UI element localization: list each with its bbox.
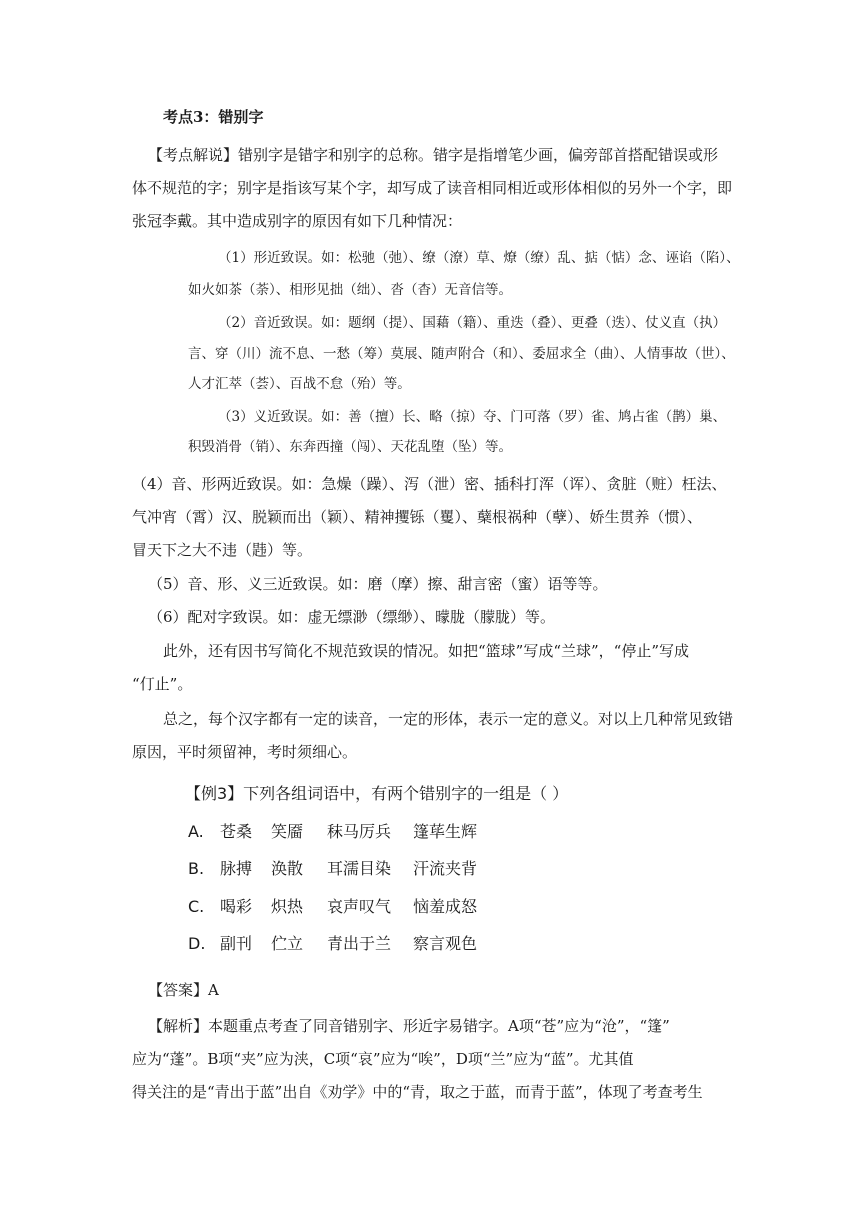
analysis-line-1: 【解析】本题重点考查了同音错别字、形近字易错字。A项“苍”应为“沧”，“篷” [148, 1017, 670, 1035]
option-a [188, 822, 477, 842]
option-word: 笑靥 [271, 822, 304, 841]
option-word: 耳濡目染 [327, 859, 392, 878]
analysis-line-3: 得关注的是“青出于蓝”出自《劝学》中的“青，取之于蓝，而青于蓝”，体现了考查考生 [132, 1083, 703, 1101]
case6-line: （6）配对字致误。如：虚无缥渺（缥缈）、曚胧（朦胧）等。 [148, 608, 556, 626]
analysis-line-2: 应为“蓬”。B项“夹”应为浃，C项“哀”应为“唉”，D项“兰”应为“蓝”。尤其值 [132, 1050, 634, 1068]
explanation-line-3: 张冠李戴。其中造成别字的原因有如下几种情况： [132, 212, 463, 230]
case1-line-1: （1）形近致误。如：松驰（弛）、缭（潦）草、燎（缭）乱、掂（惦）念、诬谄（陷）、 [218, 250, 740, 266]
option-letter: D. [188, 934, 206, 953]
case5-line: （5）音、形、义三近致误。如：磨（摩）擦、甜言密（蜜）语等等。 [148, 575, 608, 593]
option-word: 脉搏 [220, 859, 253, 878]
option-word: 哀声叹气 [327, 897, 392, 916]
section-title: 考点3：错别字 [163, 108, 264, 126]
option-word: 秣马厉兵 [327, 822, 392, 841]
summary-line-2: 原因，平时须留神，考时须细心。 [132, 743, 358, 761]
option-word: 察言观色 [413, 934, 478, 953]
case2-line-3: 人才汇萃（荟）、百战不怠（殆）等。 [188, 376, 411, 392]
case1-line-2: 如火如茶（荼）、相形见拙（绌）、沓（杳）无音信等。 [188, 282, 512, 298]
option-word: 副刊 [220, 934, 253, 953]
answer-line: 【答案】A [148, 981, 219, 999]
case2-line-1: （2）音近致误。如：题纲（提）、国藉（籍）、重迭（叠）、更叠（迭）、仗义直（执） [218, 315, 727, 331]
option-word: 涣散 [271, 859, 304, 878]
case4-line-2: 气冲宵（霄）汉、脱颖而出（颖）、精神攫铄（矍）、蘖根祸种（孽）、娇生贯养（惯）、 [132, 508, 703, 526]
option-b [188, 859, 477, 879]
case2-line-2: 言、穿（川）流不息、一愁（筹）莫展、随声附合（和）、委屈求全（曲）、人情事故（世）、 [188, 346, 735, 362]
option-word: 苍桑 [220, 822, 253, 841]
option-word: 青出于兰 [327, 934, 392, 953]
option-word: 伫立 [271, 934, 304, 953]
option-word: 恼羞成怒 [413, 897, 478, 916]
option-d [188, 934, 477, 954]
note-line-1: 此外，还有因书写简化不规范致误的情况。如把“篮球”写成“兰球”，“停止”写成 [163, 642, 690, 660]
case3-line-2: 积毁消骨（销）、东奔西撞（闯）、天花乱堕（坠）等。 [188, 439, 512, 455]
case4-line-3: 冒天下之大不违（韪）等。 [132, 541, 313, 559]
case3-line-1: （3）义近致误。如：善（擅）长、略（掠）夺、门可落（罗）雀、鸠占雀（鹊）巢、 [218, 409, 727, 425]
option-word: 篷荜生辉 [413, 822, 478, 841]
option-c [188, 897, 477, 917]
option-word: 喝彩 [220, 897, 253, 916]
explanation-line-2: 体不规范的字；别字是指该写某个字，却写成了读音相同相近或形体相似的另外一个字，即 [132, 179, 733, 197]
option-word: 汗流夹背 [413, 859, 478, 878]
option-letter: C. [188, 897, 205, 916]
summary-line-1: 总之，每个汉字都有一定的读音，一定的形体，表示一定的意义。对以上几种常见致错 [163, 710, 734, 728]
explanation-line-1: 【考点解说】错别字是错字和别字的总称。错字是指增笔少画，偏旁部首搭配错误或形 [148, 146, 719, 164]
option-word: 炽热 [271, 897, 304, 916]
case4-line-1: （4）音、形两近致误。如：急燥（躁）、泻（泄）密、插科打浑（诨）、贪脏（赃）枉法、 [132, 475, 727, 493]
option-letter: A. [188, 822, 204, 841]
option-letter: B. [188, 859, 205, 878]
example-question: 【例3】下列各组词语中，有两个错别字的一组是（ ） [185, 784, 569, 803]
note-line-2: “仃止”。 [132, 675, 193, 693]
